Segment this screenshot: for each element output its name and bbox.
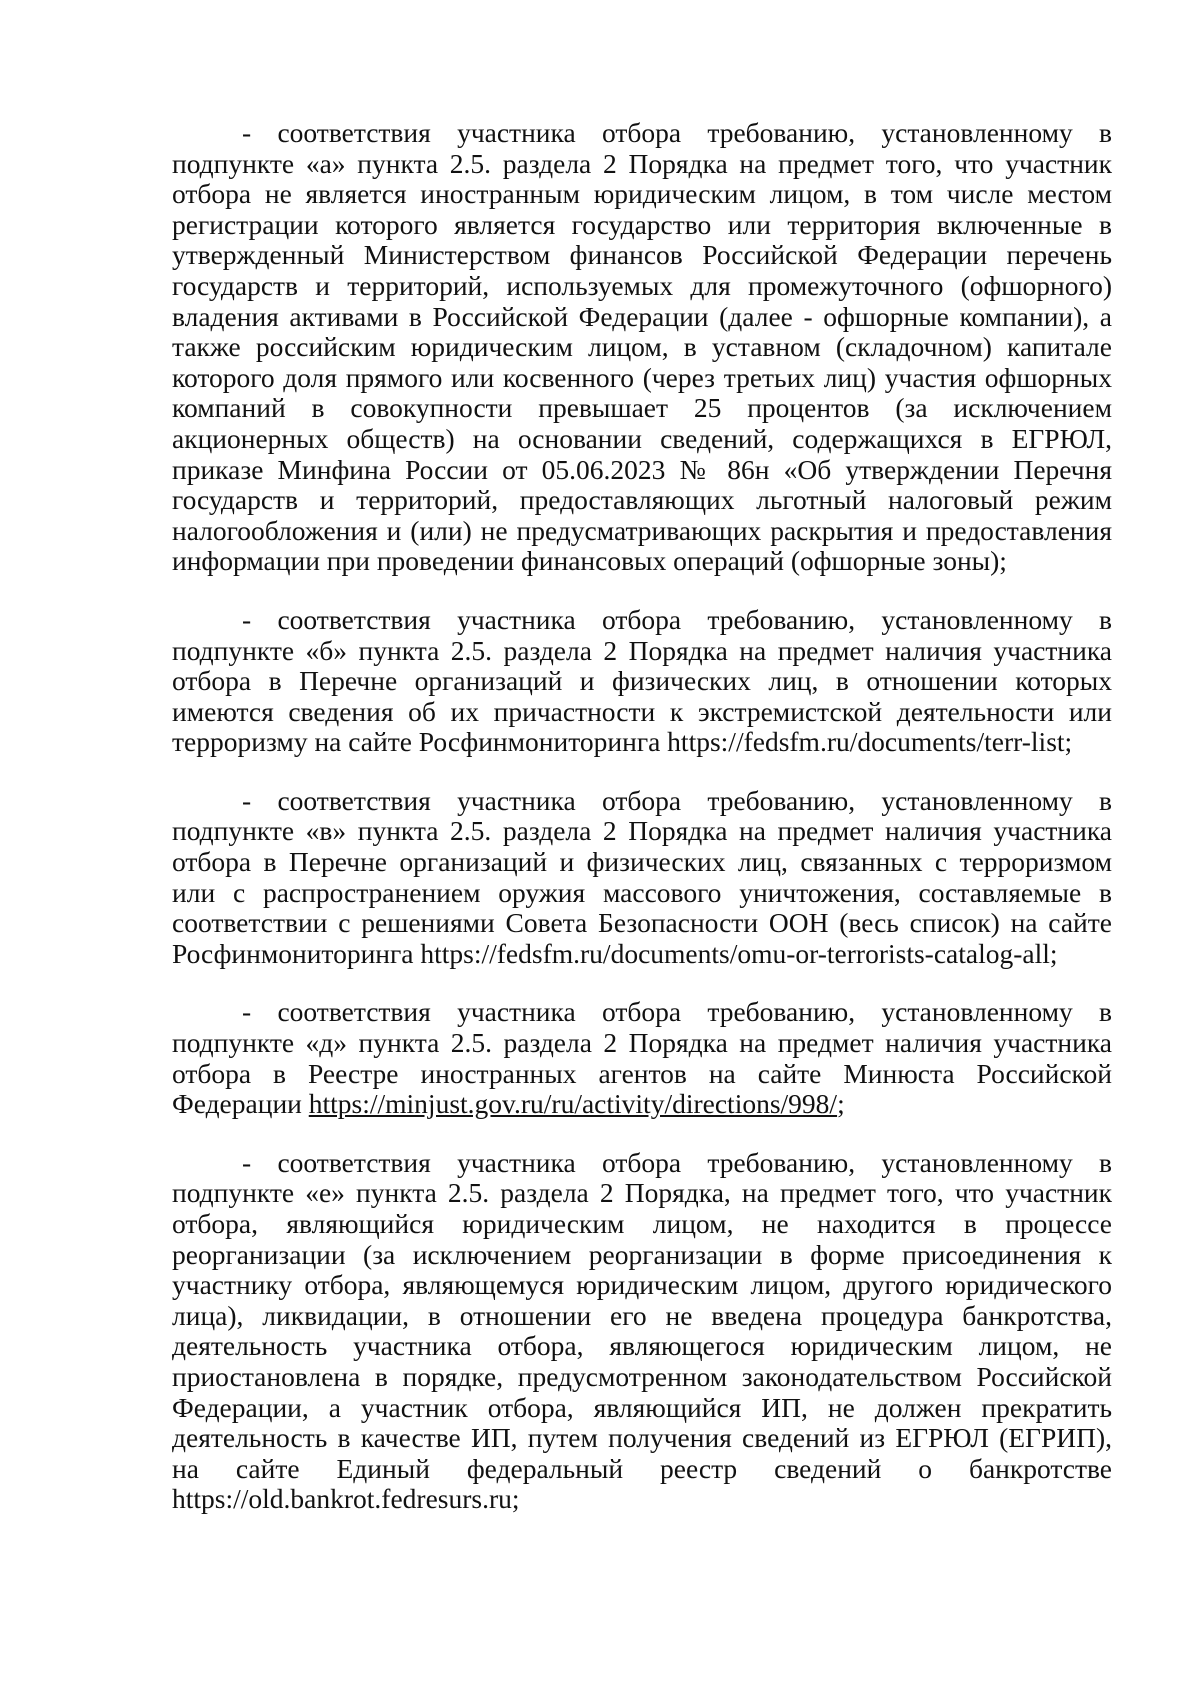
paragraph-foreign-agents-text: - соответствия участника отбора требованию, установленному в подпункте «д» пункта 2.5. раздела 2 Порядка на предмет наличия участника отбора в Реестре иностранных агентов на сайте Минюста Российской Федерации [172,996,1112,1120]
paragraph-wmd-terrorism-list-requirement: - соответствия участника отбора требованию, установленному в подпункте «в» пункта 2.5. раздела 2 Порядка на предмет наличия участника отбора в Перечне организаций и физических лиц, связанных с терроризмом или с распространением оружия массового уничтожения, составляемые в соответствии с решениями Совета Безопасности ООН (весь список) на сайте Росфинмониторинга https://fedsfm.ru/documents/omu-or-terrorists-catalog-all; [172,784,1112,969]
paragraph-reorganization-bankruptcy-requirement: - соответствия участника отбора требованию, установленному в подпункте «е» пункта 2.5. раздела 2 Порядка, на предмет того, что участник отбора, являющийся юридическим лицом, не находится в процессе реорганизации (за исключением реорганизации в форме присоединения к участнику отбора, являющемуся юридическим лицом, другого юридического лица), ликвидации, в отношении его не введена процедура банкротства, деятельность участника отбора, являющегося юридическим лицом, не приостановлена в порядке, предусмотренном законодательством Российской Федерации, а участник отбора, являющийся ИП, не должен прекратить деятельность в качестве ИП, путем получения сведений из ЕГРЮЛ (ЕГРИП), на сайте Единый федеральный реестр сведений о банкротстве https://old.bankrot.fedresurs.ru; [172,1146,1112,1515]
paragraph-offshore-requirement: - соответствия участника отбора требованию, установленному в подпункте «а» пункта 2.5. раздела 2 Порядка на предмет того, что участник отбора не является иностранным юридическим лицом, в том числе местом регистрации которого является государство или территория включенные в утвержденный Министерством финансов Российской Федерации перечень государств и территорий, используемых для промежуточного (офшорного) владения активами в Российской Федерации (далее - офшорные компании), а также российским юридическим лицом, в уставном (складочном) капитале которого доля прямого или косвенного (через третьих лиц) участия офшорных компаний в совокупности превышает 25 процентов (за исключением акционерных обществ) на основании сведений, содержащихся в ЕГРЮЛ, приказе Минфина России от 05.06.2023 № 86н «Об утверждении Перечня государств и территорий, предоставляющих льготный налоговый режим налогообложения и (или) не предусматривающих раскрытия и предоставления информации при проведении финансовых операций (офшорные зоны); [172,117,1112,577]
paragraph-extremism-list-requirement: - соответствия участника отбора требованию, установленному в подпункте «б» пункта 2.5. раздела 2 Порядка на предмет наличия участника отбора в Перечне организаций и физических лиц, в отношении которых имеются сведения об их причастности к экстремистской деятельности или терроризму на сайте Росфинмониторинга https://fedsfm.ru/documents/terr-list; [172,603,1112,758]
paragraph-foreign-agents-end: ; [837,1088,845,1120]
minjust-link[interactable]: https://minjust.gov.ru/ru/activity/directions/998/ [308,1088,838,1120]
document-page [172,118,1112,1543]
paragraph-foreign-agents-requirement [172,997,1112,1119]
